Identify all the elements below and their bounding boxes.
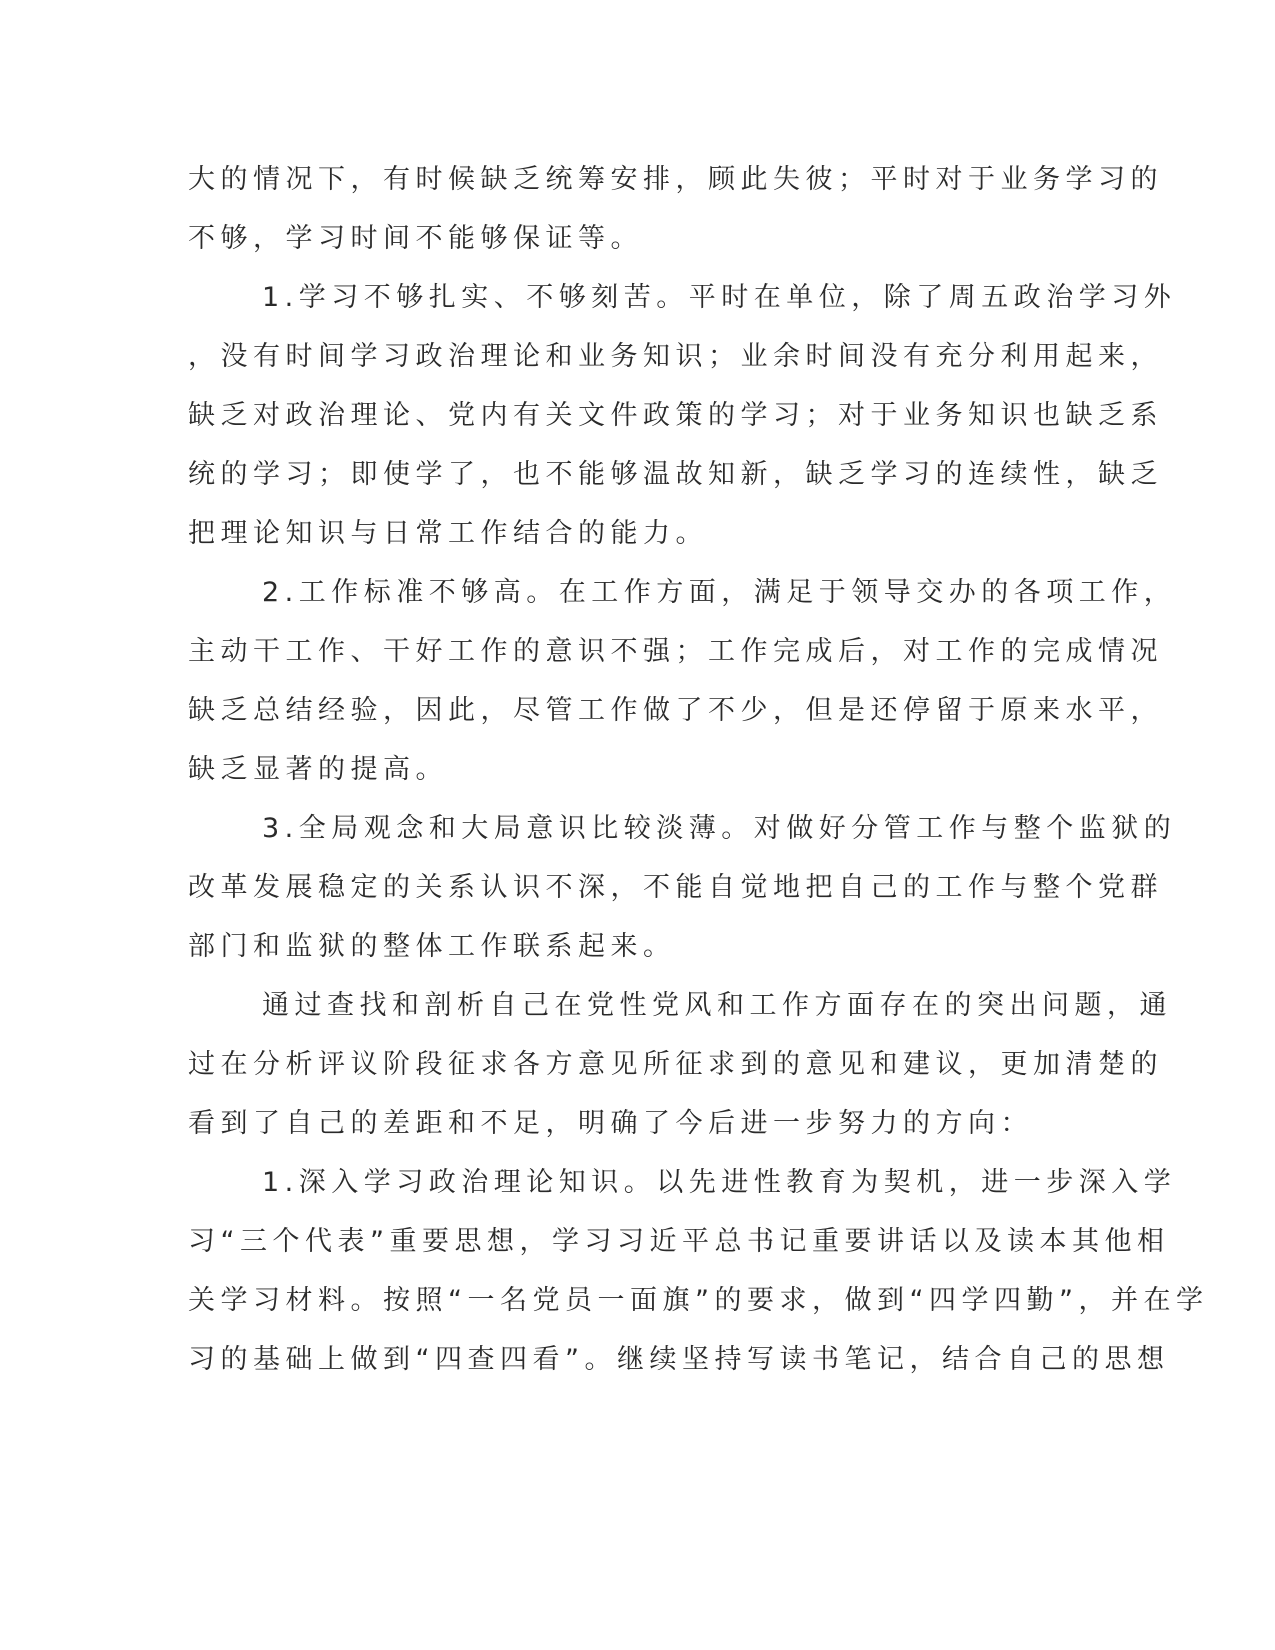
text-line: 过在分析评议阶段征求各方意见所征求到的意见和建议，更加清楚的 <box>188 1049 1163 1080</box>
paragraph-start-line: 1.学习不够扎实、不够刻苦。平时在单位，除了周五政治学习外 <box>262 282 1177 313</box>
text-line: 关学习材料。按照“一名党员一面旗”的要求，做到“四学四勤”，并在学 <box>188 1285 1209 1316</box>
text-line: 主动干工作、干好工作的意识不强；工作完成后，对工作的完成情况 <box>188 636 1163 667</box>
paragraph-start-line: 通过查找和剖析自己在党性党风和工作方面存在的突出问题，通 <box>262 990 1172 1021</box>
text-line: 习“三个代表”重要思想，学习习近平总书记重要讲话以及读本其他相 <box>188 1226 1170 1257</box>
text-line: 习的基础上做到“四查四看”。继续坚持写读书笔记，结合自己的思想 <box>188 1344 1170 1375</box>
text-line: 把理论知识与日常工作结合的能力。 <box>188 518 708 549</box>
text-line: 统的学习；即使学了，也不能够温故知新，缺乏学习的连续性，缺乏 <box>188 459 1163 490</box>
text-line: ，没有时间学习政治理论和业务知识；业余时间没有充分利用起来， <box>188 341 1163 372</box>
text-line: 缺乏显著的提高。 <box>188 754 448 785</box>
text-line: 缺乏总结经验，因此，尽管工作做了不少，但是还停留于原来水平， <box>188 695 1163 726</box>
text-line: 看到了自己的差距和不足，明确了今后进一步努力的方向： <box>188 1108 1033 1139</box>
text-line: 不够，学习时间不能够保证等。 <box>188 223 643 254</box>
text-line: 改革发展稳定的关系认识不深，不能自觉地把自己的工作与整个党群 <box>188 872 1163 903</box>
paragraph-start-line: 2.工作标准不够高。在工作方面，满足于领导交办的各项工作， <box>262 577 1177 608</box>
text-line: 缺乏对政治理论、党内有关文件政策的学习；对于业务知识也缺乏系 <box>188 400 1163 431</box>
text-line: 部门和监狱的整体工作联系起来。 <box>188 931 676 962</box>
text-line: 大的情况下，有时候缺乏统筹安排，顾此失彼；平时对于业务学习的 <box>188 164 1163 195</box>
paragraph-start-line: 3.全局观念和大局意识比较淡薄。对做好分管工作与整个监狱的 <box>262 813 1177 844</box>
paragraph-start-line: 1.深入学习政治理论知识。以先进性教育为契机，进一步深入学 <box>262 1167 1177 1198</box>
